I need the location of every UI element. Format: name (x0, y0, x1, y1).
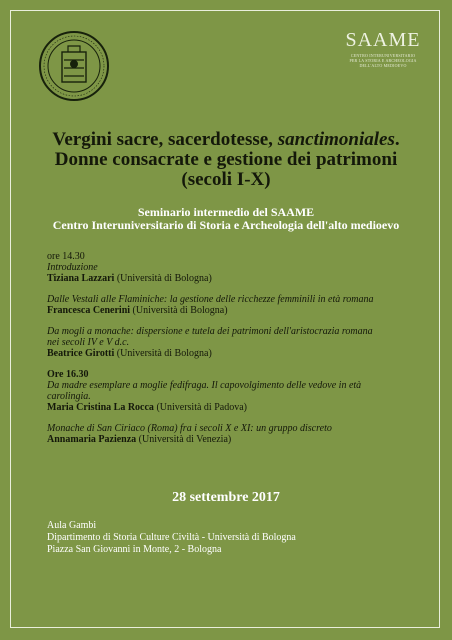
title-line-3: (secoli I-X) (181, 169, 271, 190)
program (47, 251, 407, 445)
event-date: 28 settembre 2017 (172, 490, 280, 505)
venue-room: Aula Gambi (47, 520, 97, 531)
title-line-1-c: . (394, 129, 400, 150)
speaker-2 (47, 305, 407, 316)
title-line-1-a: Vergini sacre, sacerdotesse, (52, 129, 278, 150)
seminar-heading (20, 206, 432, 232)
talk-4-title-a: Da madre esemplare a moglie fedifraga. Il capovolgimento delle vedove in età (47, 380, 362, 391)
speaker-3-name: Beatrice Girotti (47, 348, 115, 359)
speaker-1 (47, 273, 407, 284)
speaker-3-affiliation: (Università di Bologna) (114, 348, 212, 359)
speaker-1-affiliation: (Università di Bologna) (114, 273, 212, 284)
speaker-2-affiliation: (Università di Bologna) (130, 305, 228, 316)
saame-sub-line-3: DELL'ALTO MEDIOEVO (359, 63, 407, 68)
saame-sub-line-2: PER LA STORIA E ARCHEOLOGIA (349, 58, 417, 63)
talk-3-title-a: Da mogli a monache: dispersione e tutela dei patrimoni dell'aristocrazia romana (47, 326, 373, 337)
speaker-3 (47, 348, 407, 359)
seminar-line-2: Centro Interuniversitario di Storia e Archeologia dell'alto medioevo (52, 218, 400, 232)
title-line-1 (20, 130, 432, 150)
speaker-5-affiliation: (Università di Venezia) (136, 434, 232, 445)
venue-block (47, 520, 407, 556)
speaker-4 (47, 402, 407, 413)
speaker-5 (47, 434, 407, 445)
venue-address: Piazza San Giovanni in Monte, 2 - Bologna (47, 544, 222, 555)
talk-3-title-b: nei secoli IV e V d.c. (47, 337, 130, 348)
talk-2-title: Dalle Vestali alle Flaminiche: la gestione delle ricchezze femminili in età romana (47, 294, 374, 305)
poster-title (20, 130, 432, 190)
speaker-2-name: Francesca Cenerini (47, 305, 131, 316)
session-time-1: ore 14.30 (47, 251, 85, 262)
saame-logo: SAAME (345, 29, 421, 51)
university-seal-icon (38, 30, 110, 102)
saame-sub-line-1: CENTRO INTERUNIVERSITARIO (350, 53, 416, 58)
seminar-line-1: Seminario intermedio del SAAME (137, 205, 315, 219)
saame-logo-block (342, 30, 424, 68)
saame-subtitle (342, 53, 424, 68)
talk-intro: Introduzione (47, 262, 98, 273)
venue-department: Dipartimento di Storia Culture Civiltà - Università di Bologna (47, 532, 296, 543)
talk-5-title: Monache di San Ciriaco (Roma) fra i secoli X e XI: un gruppo discreto (47, 423, 332, 434)
title-line-2: Donne consacrate e gestione dei patrimoni (54, 149, 398, 170)
talk-4-title-b: carolingia. (47, 391, 91, 402)
title-line-1-italic: sanctimoniales (277, 129, 395, 150)
session-time-2: Ore 16.30 (47, 369, 89, 380)
speaker-4-affiliation: (Università di Padova) (153, 402, 247, 413)
speaker-5-name: Annamaria Pazienza (47, 434, 137, 445)
speaker-1-name: Tiziana Lazzari (47, 273, 115, 284)
speaker-4-name: Maria Cristina La Rocca (47, 402, 154, 413)
